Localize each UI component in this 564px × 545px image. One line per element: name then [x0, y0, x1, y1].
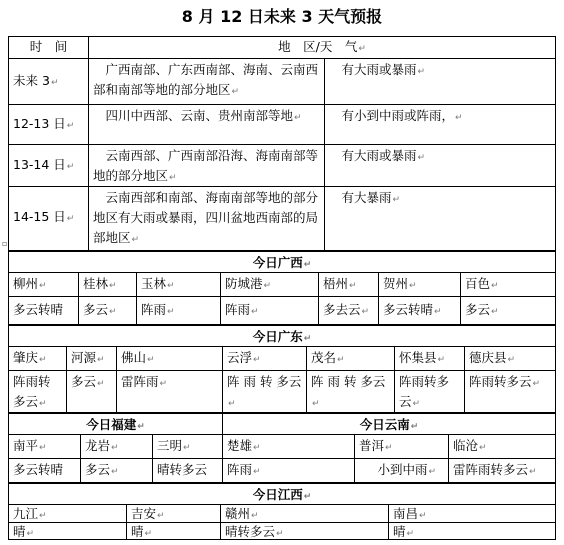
guangdong-weather-7: 阵雨转多云↵: [464, 370, 556, 412]
guangxi-city-1: 柳州↵: [8, 272, 78, 296]
guangdong-city-6: 怀集县↵: [394, 346, 464, 370]
forecast-area-1: 广西南部、广东西南部、海南、云南西部和南部等地的部分地区↵: [88, 58, 324, 104]
forecast-area-4: 云南西部和南部、海南南部等地的部分地区有大雨或暴雨，四川盆地西南部的局部地区↵: [88, 186, 324, 250]
guangxi-city-7: 百色↵: [460, 272, 556, 296]
jiangxi-weather-1: 晴↵: [8, 522, 126, 540]
guangdong-weather-4: 阵 雨 转 多云↵: [222, 370, 306, 412]
fujian-weather-3: 晴转多云: [152, 458, 222, 482]
forecast-weather-4: 有大暴雨↵: [324, 186, 556, 250]
jiangxi-weather-4: 晴↵: [388, 522, 556, 540]
guangxi-weather-5: 多去云↵: [318, 296, 378, 324]
guangdong-city-7: 德庆县↵: [464, 346, 556, 370]
fujian-city-2: 龙岩↵: [80, 434, 152, 458]
forecast-time-4: 14-15 日↵: [8, 186, 88, 250]
guangdong-city-2: 河源↵: [66, 346, 116, 370]
guangdong-city-3: 佛山↵: [116, 346, 222, 370]
guangdong-weather-6: 阵雨转多云↵: [394, 370, 464, 412]
guangdong-city-4: 云浮↵: [222, 346, 306, 370]
guangdong-weather-1: 阵雨转多云↵: [8, 370, 66, 412]
guangxi-weather-7: 多云↵: [460, 296, 556, 324]
jiangxi-city-2: 吉安↵: [126, 504, 220, 522]
yunnan-city-2: 普洱↵: [354, 434, 448, 458]
weather-table: [8, 36, 556, 540]
fujian-title: 今日福建↵: [8, 412, 222, 434]
guangdong-weather-3: 雷阵雨↵: [116, 370, 222, 412]
forecast-weather-2: 有小到中雨或阵雨，↵: [324, 104, 556, 144]
guangxi-city-3: 玉林↵: [136, 272, 220, 296]
guangxi-weather-3: 阵雨↵: [136, 296, 220, 324]
jiangxi-weather-3: 晴转多云↵: [220, 522, 388, 540]
forecast-area-3: 云南西部、广西南部沿海、海南南部等地的部分地区↵: [88, 144, 324, 186]
guangdong-city-5: 茂名↵: [306, 346, 394, 370]
jiangxi-weather-2: 晴↵: [126, 522, 220, 540]
yunnan-city-3: 临沧↵: [448, 434, 556, 458]
fujian-city-3: 三明↵: [152, 434, 222, 458]
forecast-time-2: 12-13 日↵: [8, 104, 88, 144]
yunnan-title: 今日云南↵: [222, 412, 556, 434]
forecast-weather-3: 有大雨或暴雨↵: [324, 144, 556, 186]
fujian-weather-2: 多云↵: [80, 458, 152, 482]
yunnan-city-1: 楚雄↵: [222, 434, 354, 458]
table-anchor-marker: ▫: [2, 239, 8, 248]
guangxi-city-6: 贺州↵: [378, 272, 460, 296]
guangxi-weather-4: 阵雨↵: [220, 296, 318, 324]
guangdong-weather-2: 多云↵: [66, 370, 116, 412]
guangxi-title: 今日广西↵: [8, 250, 556, 272]
forecast-weather-1: 有大雨或暴雨↵: [324, 58, 556, 104]
yunnan-weather-2: 小到中雨↵: [354, 458, 448, 482]
yunnan-weather-3: 雷阵雨转多云↵: [448, 458, 556, 482]
guangdong-title: 今日广东↵: [8, 324, 556, 346]
guangxi-city-4: 防城港↵: [220, 272, 318, 296]
header-area: 地 区/天 气↵: [88, 36, 556, 58]
guangxi-weather-2: 多云↵: [78, 296, 136, 324]
guangxi-weather-6: 多云转晴↵: [378, 296, 460, 324]
guangxi-weather-1: 多云转晴: [8, 296, 78, 324]
page-title: 8 月 12 日未来 3 天气预报: [181, 7, 383, 26]
forecast-time-3: 13-14 日↵: [8, 144, 88, 186]
guangdong-weather-5: 阵 雨 转 多云↵: [306, 370, 394, 412]
fujian-weather-1: 多云转晴: [8, 458, 80, 482]
yunnan-weather-1: 阵雨↵: [222, 458, 354, 482]
forecast-time-1: 未来 3↵: [8, 58, 88, 104]
guangxi-city-2: 桂林↵: [78, 272, 136, 296]
jiangxi-city-3: 赣州↵: [220, 504, 388, 522]
guangxi-city-5: 梧州↵: [318, 272, 378, 296]
jiangxi-city-4: 南昌↵: [388, 504, 556, 522]
header-time: 时 间: [8, 36, 88, 58]
guangdong-city-1: 肇庆↵: [8, 346, 66, 370]
jiangxi-city-1: 九江↵: [8, 504, 126, 522]
fujian-city-1: 南平↵: [8, 434, 80, 458]
jiangxi-title: 今日江西↵: [8, 482, 556, 504]
forecast-area-2: 四川中西部、云南、贵州南部等地↵: [88, 104, 324, 144]
